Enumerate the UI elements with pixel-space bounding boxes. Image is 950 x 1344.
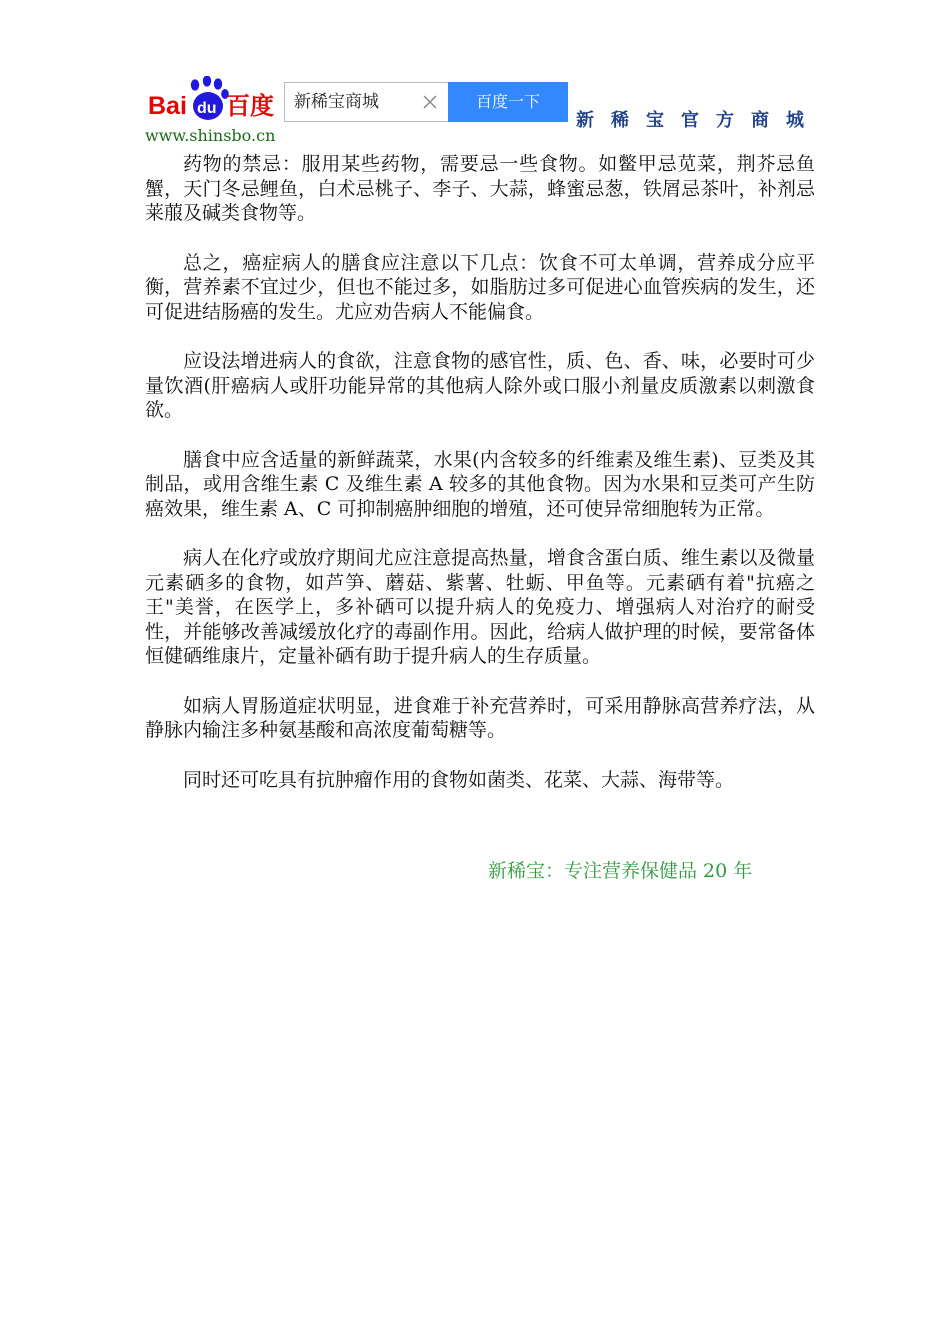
paragraph-diet-summary: 总之，癌症病人的膳食应注意以下几点：饮食不可太单调，营养成分应平衡，营养素不宜过少，但也不能过多，如脂肪过多可促进心血管疾病的发生，还可促进结肠癌的发生。尤应劝告病人不能偏食。 xyxy=(145,251,815,323)
paragraph-drug-taboos: 药物的禁忌：服用某些药物，需要忌一些食物。如鳖甲忌苋菜，荆芥忌鱼蟹，天门冬忌鲤鱼，白术忌桃子、李子、大蒜，蜂蜜忌葱，铁屑忌茶叶，补剂忌莱菔及碱类食物等。 xyxy=(145,153,815,224)
article-body xyxy=(145,152,815,817)
page-header xyxy=(145,74,821,154)
paragraph-chemotherapy: 病人在化疗或放疗期间尤应注意提高热量，增食含蛋白质、维生素以及微量元素硒多的食物，如芦笋、蘑菇、紫薯、牡蛎、甲鱼等。元素硒有着"抗癌之王"美誉，在医学上，多补硒可以提升病人的免疫力、增强病人对治疗的耐受性，并能够改善减缓放化疗的毒副作用。因此，给病人做护理的时候，要常备体恒健硒维康片，定量补硒有助于提升病人的生存质量。 xyxy=(145,547,815,667)
logo-text-bai: Bai xyxy=(148,92,187,120)
close-icon[interactable] xyxy=(422,94,438,110)
paragraph-appetite: 应设法增进病人的食欲，注意食物的感官性，质、色、香、味，必要时可少量饮酒(肝癌病人或肝功能异常的其他病人除外或口服小剂量皮质激素以刺激食欲。 xyxy=(145,350,815,421)
site-url[interactable]: www.shinsbo.cn xyxy=(145,126,276,145)
paragraph-anti-tumor-foods: 同时还可吃具有抗肿瘤作用的食物如菌类、花菜、大蒜、海带等。 xyxy=(183,768,735,791)
paragraph-iv-nutrition: 如病人胃肠道症状明显，进食难于补充营养时，可采用静脉高营养疗法，从静脉内输注多种氨基酸和高浓度葡萄糖等。 xyxy=(145,694,815,741)
footer-slogan: 新稀宝：专注营养保健品 20 年 xyxy=(488,860,753,882)
site-title[interactable]: 新稀宝官方商城 xyxy=(576,110,821,131)
paragraph-vegetables: 膳食中应含适量的新鲜蔬菜，水果(内含较多的纤维素及维生素)、豆类及其制品，或用含维生素 C 及维生素 A 较多的其他食物。因为水果和豆类可产生防癌效果，维生素 A、C 可抑制癌肿细胞的增殖，还可使异常细胞转为正常。 xyxy=(145,448,815,520)
search-button[interactable]: 百度一下 xyxy=(448,82,568,122)
search-box xyxy=(284,82,590,122)
baidu-logo[interactable] xyxy=(145,76,280,128)
logo-text-du: du xyxy=(197,100,217,117)
logo-text-cn: 百度 xyxy=(226,92,274,120)
search-input[interactable]: 新稀宝商城 xyxy=(284,82,448,122)
